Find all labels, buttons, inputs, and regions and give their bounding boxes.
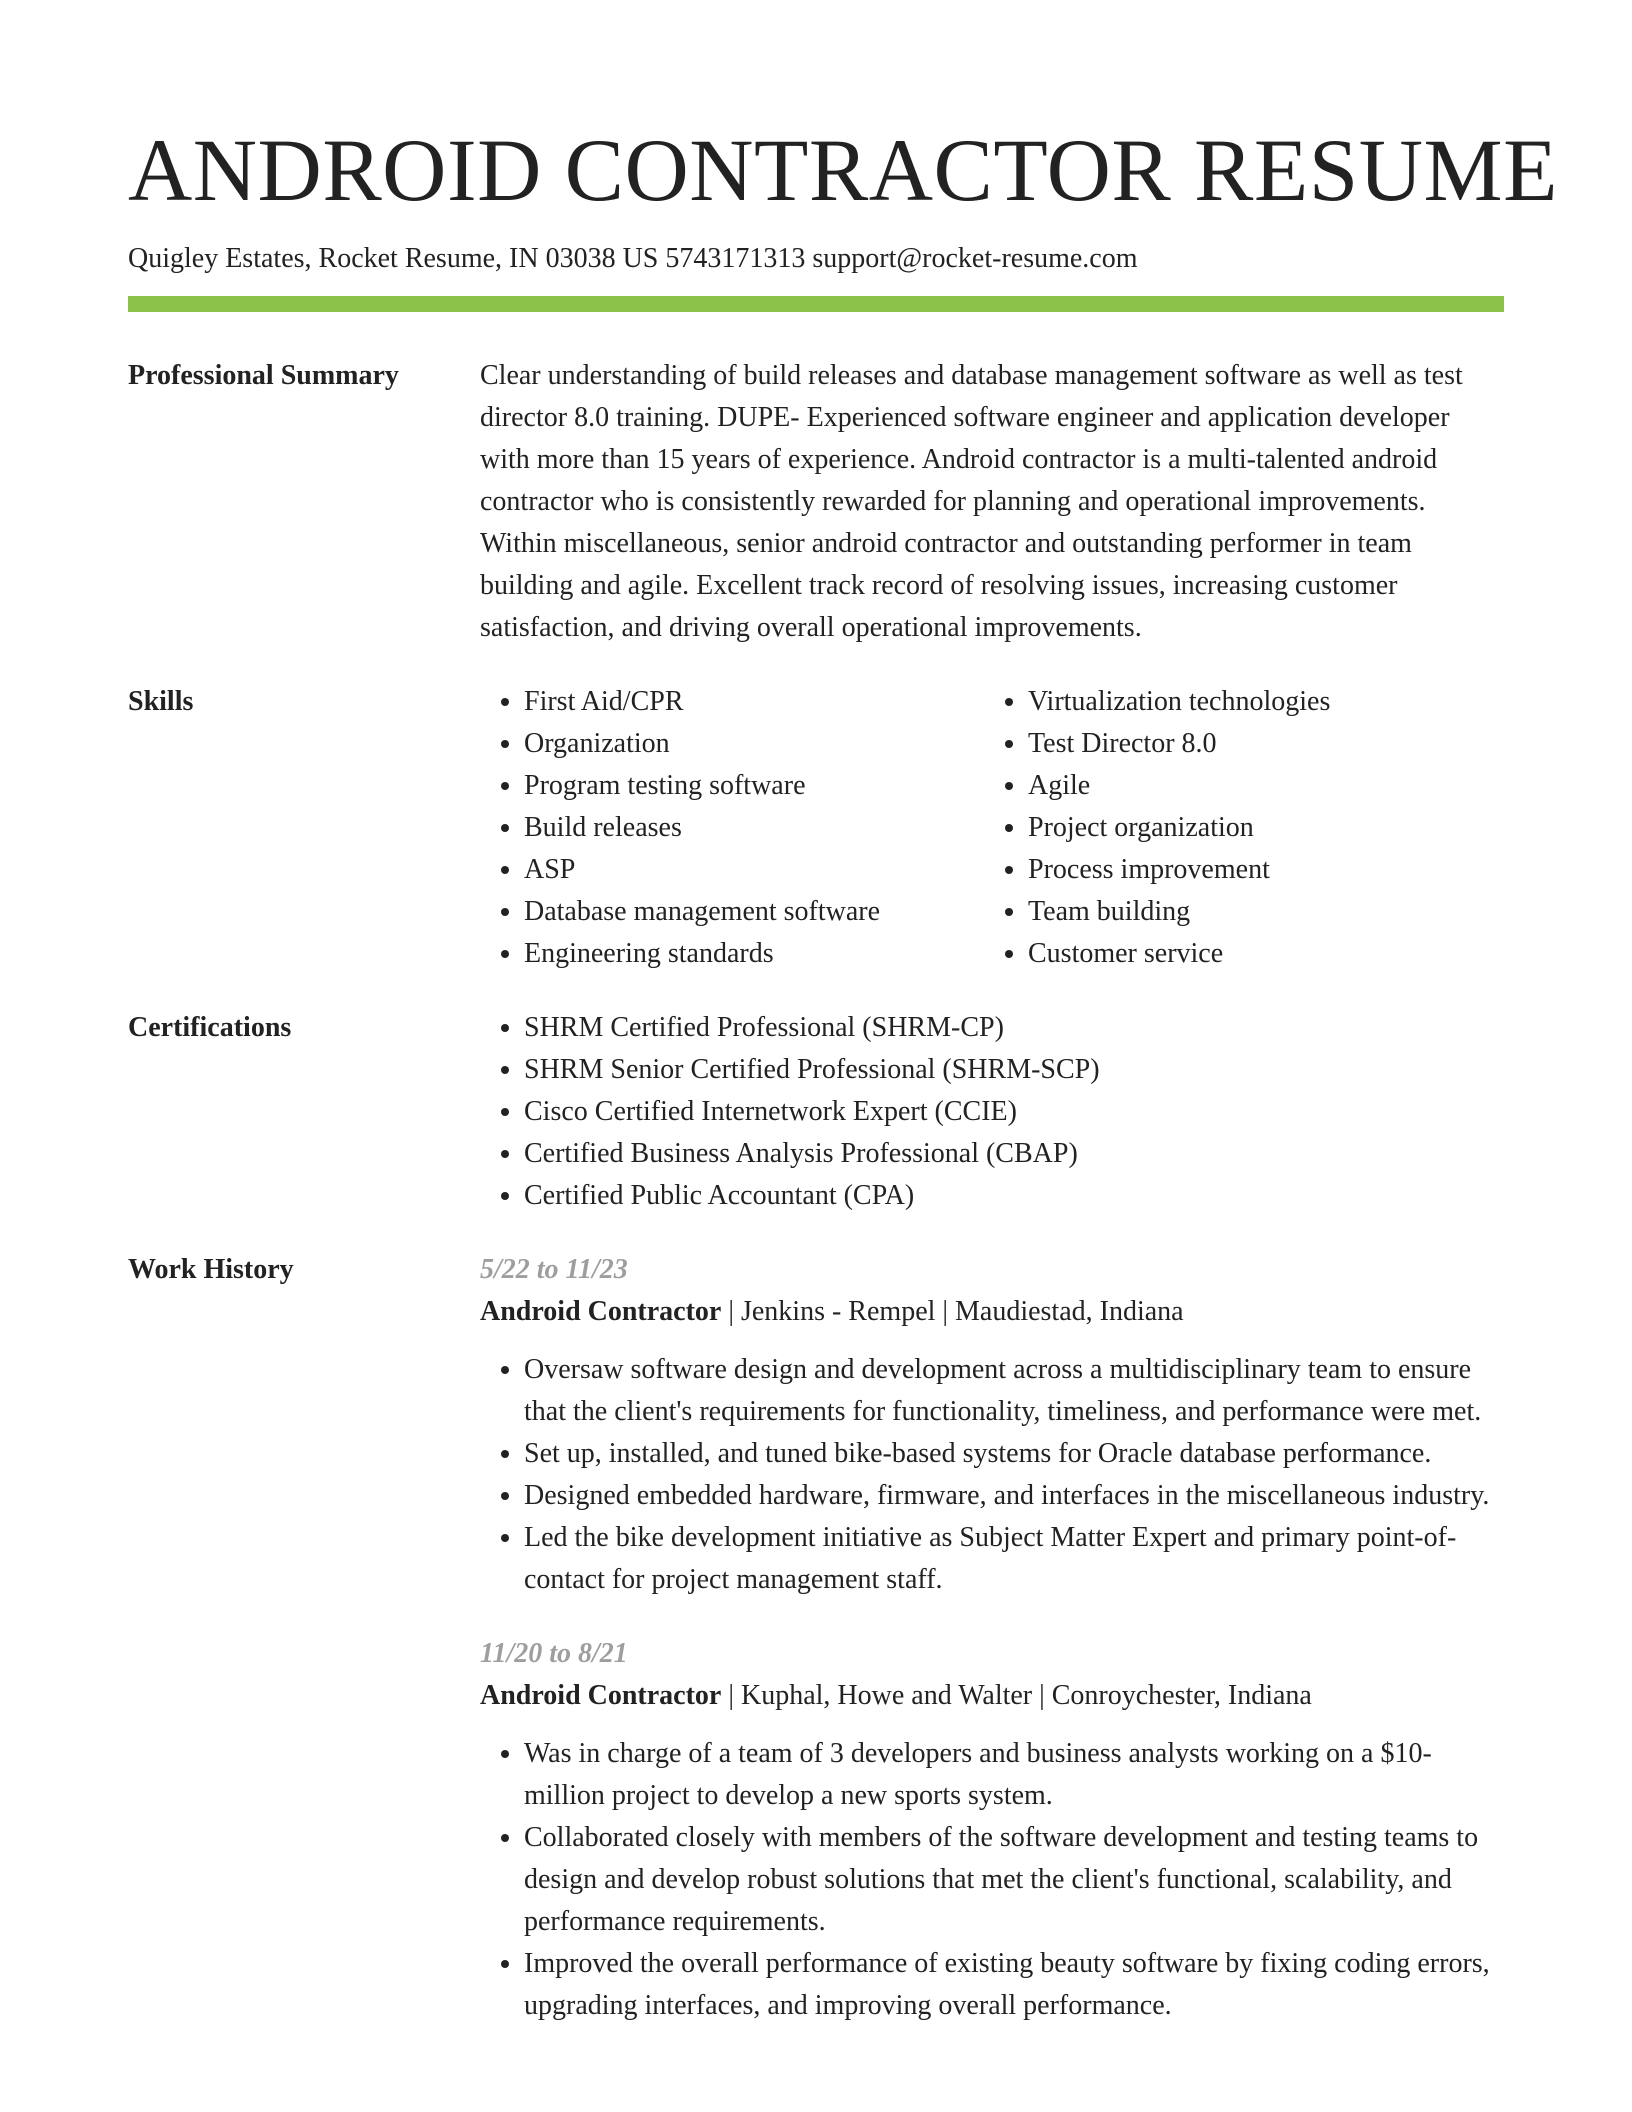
certification-item: • Cisco Certified Internetwork Expert (CCIE) [524, 1091, 1504, 1133]
job-bullets [480, 1733, 1504, 2027]
certification-item: • Certified Public Accountant (CPA) [524, 1175, 1504, 1217]
certification-item: • SHRM Certified Professional (SHRM-CP) [524, 1007, 1504, 1049]
certifications-section [128, 1007, 1504, 1217]
job-dates: 11/20 to 8/21 [480, 1638, 628, 1669]
skill-item: • Team building [1028, 891, 1548, 933]
work-history-body [480, 1249, 1504, 2027]
certifications-list [480, 1007, 1504, 1217]
skill-item: • Database management software [524, 891, 984, 933]
skill-item: • ASP [524, 849, 984, 891]
section-label-certifications: Certifications [128, 1012, 292, 1043]
skills-columns [480, 681, 1504, 975]
job-entry [480, 1633, 1504, 2027]
job-details: | Kuphal, Howe and Walter | Conroychester, Indiana [721, 1680, 1312, 1711]
contact-line: Quigley Estates, Rocket Resume, IN 03038 US 5743171313 support@rocket-resume.com [128, 243, 1138, 274]
job-dates: 5/22 to 11/23 [480, 1254, 628, 1285]
job-bullet: • Set up, installed, and tuned bike-based systems for Oracle database performance. [524, 1433, 1504, 1475]
job-bullet: • Designed embedded hardware, firmware, and interfaces in the miscellaneous industry. [524, 1475, 1504, 1517]
skills-section [128, 681, 1504, 975]
skill-item: • Build releases [524, 807, 984, 849]
certification-item: • Certified Business Analysis Professional (CBAP) [524, 1133, 1504, 1175]
skill-item: • Project organization [1028, 807, 1548, 849]
skill-item: • Engineering standards [524, 933, 984, 975]
skill-item: • First Aid/CPR [524, 681, 984, 723]
job-bullet: • Collaborated closely with members of the software development and testing teams to design and develop robust solutions that met the client's functional, scalability, and performance requirements. [524, 1817, 1504, 1943]
skills-list-left [480, 681, 984, 975]
job-bullet: • Led the bike development initiative as Subject Matter Expert and primary point-of-contact for project management staff. [524, 1517, 1504, 1601]
job-entry [480, 1249, 1504, 1601]
skills-list-right [984, 681, 1548, 975]
certifications-body [480, 1007, 1504, 1217]
job-role: Android Contractor [480, 1296, 722, 1327]
job-bullet: • Improved the overall performance of existing beauty software by fixing coding errors, upgrading interfaces, and improving overall performance. [524, 1943, 1504, 2027]
job-title-line [480, 1675, 1504, 1717]
job-title-line [480, 1291, 1504, 1333]
job-role: Android Contractor [480, 1680, 722, 1711]
section-label-skills: Skills [128, 686, 194, 717]
certification-item: • SHRM Senior Certified Professional (SHRM-SCP) [524, 1049, 1504, 1091]
skill-item: • Customer service [1028, 933, 1548, 975]
skill-item: • Test Director 8.0 [1028, 723, 1548, 765]
job-details: | Jenkins - Rempel | Maudiestad, Indiana [721, 1296, 1184, 1327]
job-bullet: • Oversaw software design and development across a multidisciplinary team to ensure that the client's requirements for functionality, timeliness, and performance were met. [524, 1349, 1504, 1433]
professional-summary-section [128, 355, 1504, 649]
work-history-section [128, 1249, 1504, 2027]
skill-item: • Virtualization technologies [1028, 681, 1548, 723]
job-bullet: • Was in charge of a team of 3 developers and business analysts working on a $10-million project to develop a new sports system. [524, 1733, 1504, 1817]
summary-text: Clear understanding of build releases and database management software as well as test director 8.0 training. DUPE- Experienced software engineer and application developer with more than 15 years of experience. Android contractor is a multi-talented android contractor who is consistently rewarded for planning and operational improvements. Within miscellaneous, senior android contractor and outstanding performer in team building and agile. Excellent track record of resolving issues, increasing customer satisfaction, and driving overall operational improvements. [480, 360, 1463, 643]
section-label-work: Work History [128, 1254, 294, 1285]
resume-page [128, 0, 1559, 2027]
skill-item: • Organization [524, 723, 984, 765]
job-bullets [480, 1349, 1504, 1601]
skill-item: • Process improvement [1028, 849, 1548, 891]
skill-item: • Agile [1028, 765, 1548, 807]
resume-title: ANDROID CONTRACTOR RESUME [128, 122, 1559, 220]
section-label-summary: Professional Summary [128, 360, 399, 391]
skill-item: • Program testing software [524, 765, 984, 807]
accent-rule [128, 296, 1504, 312]
